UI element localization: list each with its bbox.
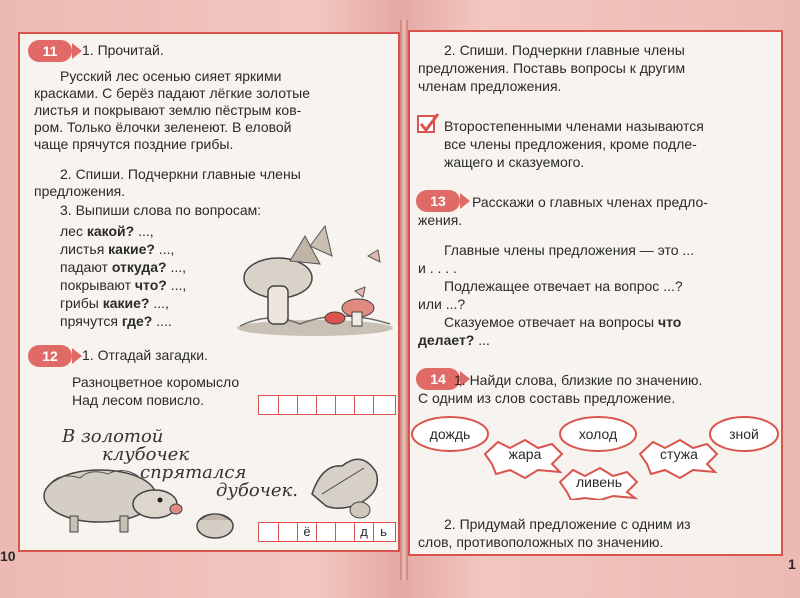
question-line: лес какой? ..., [60, 223, 154, 239]
rule-line: Второстепенными членами называются [444, 118, 704, 134]
rule-line: жащего и сказуемого. [444, 154, 585, 170]
rule-line: все члены предложения, кроме подле- [444, 136, 697, 152]
exercise-11-badge [28, 40, 72, 62]
exercise-number: 13 [430, 193, 446, 209]
task-line: 1. Найди слова, близкие по значению. [454, 372, 703, 388]
riddle-line: Разноцветное коромысло [72, 374, 240, 390]
page-number-right: 1 [788, 556, 796, 572]
left-page [18, 32, 400, 552]
page-number-left: 10 [0, 548, 16, 564]
exercise-number: 12 [42, 348, 58, 364]
task-line: С одним из слов составь предложение. [418, 390, 676, 406]
word-kholod[interactable]: холод [578, 426, 618, 442]
paragraph-line: Русский лес осенью сияет яркими [60, 68, 282, 84]
task-line: Главные члены предложения — это ... [444, 242, 695, 258]
paragraph-line: чаще прячутся поздние грибы. [34, 136, 234, 152]
word-zhara[interactable]: жара [508, 446, 542, 462]
word-znoy[interactable]: зной [729, 426, 759, 442]
task-line: предложения. Поставь вопросы к другим [418, 60, 686, 76]
handwritten-riddle-line: дубочек. [216, 480, 298, 501]
answer-grid-acorn[interactable] [258, 522, 396, 542]
task-line: 3. Выпиши слова по вопросам: [60, 202, 262, 218]
handwritten-riddle-line: спрятался [140, 462, 247, 483]
task-heading: 1. Прочитай. [82, 42, 164, 58]
question-line: прячутся где? .... [60, 313, 172, 329]
task-line: Подлежащее отвечает на вопрос ...? [444, 278, 683, 294]
task-line: жения. [418, 212, 463, 228]
paragraph-line: красками. С берёз падают лёгкие золотые [34, 85, 310, 101]
question-line: грибы какие? ..., [60, 295, 169, 311]
task-line: Расскажи о главных членах предло- [472, 194, 708, 210]
paragraph-line: ром. Только ёлочки зеленеют. В еловой [34, 119, 292, 135]
exercise-12-badge [28, 345, 72, 367]
task-line: Сказуемое отвечает на вопросы что [444, 314, 682, 330]
right-page [408, 30, 783, 556]
acorn-illustration [190, 502, 240, 542]
exercise-number: 11 [42, 43, 58, 59]
task-line: 2. Придумай предложение с одним из [444, 516, 691, 532]
task-line: 2. Спиши. Подчеркни главные члены [444, 42, 685, 58]
question-line: покрывают что? ..., [60, 277, 187, 293]
question-line: листья какие? ..., [60, 241, 175, 257]
boar-illustration [30, 454, 190, 539]
task-line: слов, противоположных по значению. [418, 534, 664, 550]
exercise-number: 14 [430, 371, 446, 387]
word-dozhd[interactable]: дождь [429, 426, 471, 442]
oak-leaf-illustration [302, 454, 387, 524]
exercise-13-badge [416, 190, 460, 212]
task-line: 2. Спиши. Подчеркни главные члены [60, 166, 301, 182]
task-line: или ...? [418, 296, 466, 312]
letter-cell: ё [297, 523, 316, 541]
question-line: падают откуда? ..., [60, 259, 187, 275]
task-line: делает? ... [418, 332, 490, 348]
word-stuzha[interactable]: стужа [660, 446, 698, 462]
task-line: и . . . . [418, 260, 457, 276]
riddle-line: Над лесом повисло. [72, 392, 204, 408]
rule-checkmark-icon [416, 112, 440, 134]
mushroom-illustration [230, 216, 395, 336]
task-line: предложения. [34, 183, 126, 199]
answer-grid-rainbow[interactable] [258, 395, 396, 415]
letter-cell: ь [373, 523, 393, 541]
handwritten-riddle-line: В золотой [62, 426, 164, 447]
handwritten-riddle-line: клубочек [102, 444, 190, 465]
book-gutter [400, 20, 408, 580]
letter-cell: д [354, 523, 373, 541]
word-liven[interactable]: ливень [575, 474, 623, 490]
task-heading: 1. Отгадай загадки. [82, 347, 208, 363]
task-line: членам предложения. [418, 78, 562, 94]
paragraph-line: листья и покрывают землю пёстрым ков- [34, 102, 302, 118]
